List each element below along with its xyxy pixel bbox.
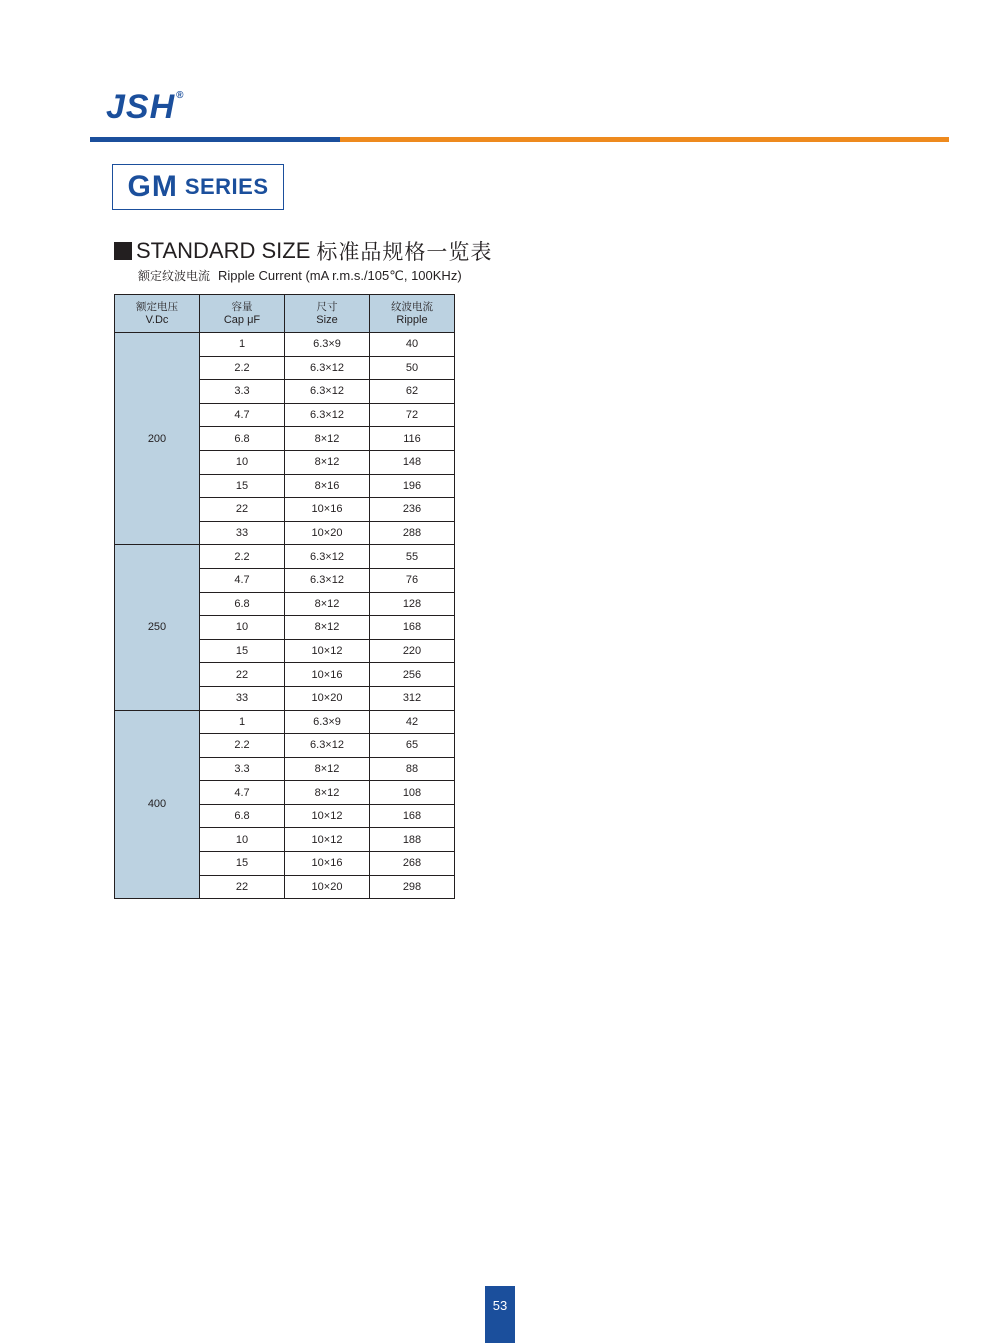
subtitle-cn: 额定纹波电流 [138, 269, 211, 283]
size-cell: 8×16 [285, 474, 370, 498]
ripple-cell: 116 [370, 427, 455, 451]
table-body [115, 333, 455, 899]
capacitance-cell: 22 [200, 663, 285, 687]
capacitance-cell: 2.2 [200, 545, 285, 569]
size-cell: 10×12 [285, 639, 370, 663]
capacitance-cell: 10 [200, 828, 285, 852]
series-code: GM [127, 170, 178, 203]
capacitance-cell: 4.7 [200, 781, 285, 805]
standard-size-table [114, 294, 455, 899]
header-capacitance: 容量 Cap μF [200, 295, 285, 333]
capacitance-cell: 22 [200, 875, 285, 899]
ripple-cell: 108 [370, 781, 455, 805]
ripple-cell: 312 [370, 686, 455, 710]
capacitance-cell: 1 [200, 710, 285, 734]
header-rule-orange [340, 137, 949, 142]
size-cell: 6.3×12 [285, 545, 370, 569]
ripple-cell: 148 [370, 450, 455, 474]
ripple-cell: 72 [370, 403, 455, 427]
size-cell: 6.3×12 [285, 568, 370, 592]
size-cell: 10×20 [285, 875, 370, 899]
ripple-cell: 168 [370, 804, 455, 828]
page-number: 53 [485, 1286, 515, 1343]
capacitance-cell: 6.8 [200, 427, 285, 451]
capacitance-cell: 2.2 [200, 734, 285, 758]
logo-text: JSH [106, 88, 176, 126]
capacitance-cell: 10 [200, 450, 285, 474]
capacitance-cell: 2.2 [200, 356, 285, 380]
size-cell: 6.3×9 [285, 333, 370, 357]
square-bullet-icon [114, 242, 132, 260]
capacitance-cell: 4.7 [200, 568, 285, 592]
size-cell: 8×12 [285, 427, 370, 451]
capacitance-cell: 6.8 [200, 592, 285, 616]
size-cell: 10×20 [285, 521, 370, 545]
brand-logo [106, 88, 185, 127]
size-cell: 10×12 [285, 804, 370, 828]
size-cell: 10×12 [285, 828, 370, 852]
table-header-row [115, 295, 455, 333]
voltage-cell: 250 [115, 545, 200, 710]
size-cell: 10×16 [285, 852, 370, 876]
size-cell: 8×12 [285, 592, 370, 616]
ripple-cell: 236 [370, 498, 455, 522]
ripple-cell: 42 [370, 710, 455, 734]
ripple-cell: 128 [370, 592, 455, 616]
ripple-cell: 298 [370, 875, 455, 899]
capacitance-cell: 10 [200, 616, 285, 640]
section-title [114, 236, 492, 266]
header-size: 尺寸 Size [285, 295, 370, 333]
size-cell: 10×16 [285, 498, 370, 522]
ripple-cell: 88 [370, 757, 455, 781]
header-voltage: 额定电压 V.Dc [115, 295, 200, 333]
voltage-cell: 200 [115, 333, 200, 545]
table-row [115, 545, 455, 569]
capacitance-cell: 15 [200, 639, 285, 663]
capacitance-cell: 15 [200, 474, 285, 498]
capacitance-cell: 22 [200, 498, 285, 522]
section-subtitle [138, 267, 462, 284]
ripple-cell: 288 [370, 521, 455, 545]
ripple-cell: 188 [370, 828, 455, 852]
registered-mark: ® [176, 90, 185, 101]
size-cell: 10×20 [285, 686, 370, 710]
section-title-cn: 标准品规格一览表 [316, 240, 493, 264]
ripple-cell: 40 [370, 333, 455, 357]
capacitance-cell: 15 [200, 852, 285, 876]
size-cell: 8×12 [285, 450, 370, 474]
series-label: SERIES [184, 174, 269, 199]
size-cell: 6.3×12 [285, 356, 370, 380]
size-cell: 8×12 [285, 616, 370, 640]
ripple-cell: 256 [370, 663, 455, 687]
capacitance-cell: 1 [200, 333, 285, 357]
capacitance-cell: 3.3 [200, 380, 285, 404]
ripple-cell: 65 [370, 734, 455, 758]
table-row [115, 333, 455, 357]
table-row [115, 710, 455, 734]
capacitance-cell: 6.8 [200, 804, 285, 828]
size-cell: 10×16 [285, 663, 370, 687]
ripple-cell: 268 [370, 852, 455, 876]
size-cell: 8×12 [285, 757, 370, 781]
ripple-cell: 50 [370, 356, 455, 380]
ripple-cell: 168 [370, 616, 455, 640]
ripple-cell: 62 [370, 380, 455, 404]
size-cell: 8×12 [285, 781, 370, 805]
capacitance-cell: 3.3 [200, 757, 285, 781]
capacitance-cell: 33 [200, 521, 285, 545]
section-title-en: STANDARD SIZE [136, 238, 311, 263]
header-ripple: 纹波电流 Ripple [370, 295, 455, 333]
ripple-cell: 220 [370, 639, 455, 663]
size-cell: 6.3×12 [285, 734, 370, 758]
ripple-cell: 196 [370, 474, 455, 498]
ripple-cell: 76 [370, 568, 455, 592]
size-cell: 6.3×12 [285, 380, 370, 404]
ripple-cell: 55 [370, 545, 455, 569]
capacitance-cell: 33 [200, 686, 285, 710]
capacitance-cell: 4.7 [200, 403, 285, 427]
subtitle-en: Ripple Current (mA r.m.s./105℃, 100KHz) [218, 268, 462, 283]
series-badge [112, 164, 284, 210]
size-cell: 6.3×9 [285, 710, 370, 734]
size-cell: 6.3×12 [285, 403, 370, 427]
header-rule-blue [90, 137, 340, 142]
voltage-cell: 400 [115, 710, 200, 899]
